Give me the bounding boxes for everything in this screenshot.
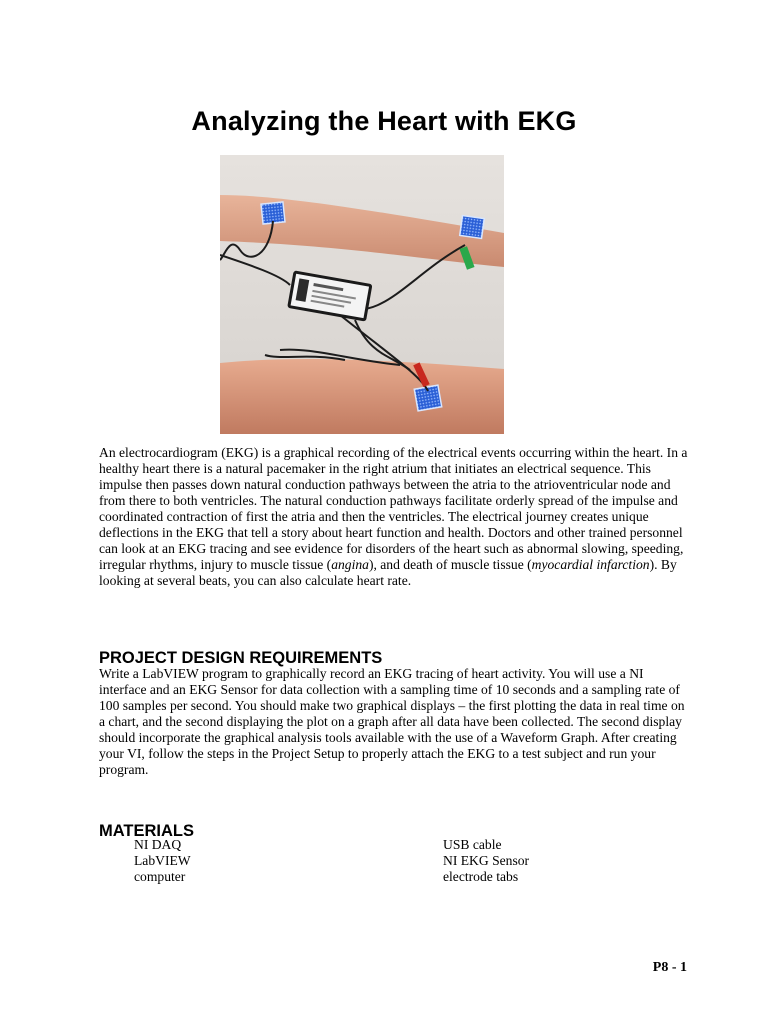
page-number: P8 - 1	[652, 960, 687, 975]
materials-heading: MATERIALS	[99, 821, 195, 840]
material-item: USB cable	[443, 837, 502, 852]
page-title: Analyzing the Heart with EKG	[191, 106, 577, 137]
intro-text-3: ). By looking at several beats, you can also calculate heart rate.	[99, 557, 677, 588]
term-myocardial-infarction: myocardial infarction	[531, 557, 650, 572]
intro-text-1: An electrocardiogram (EKG) is a graphical recording of the electrical events occurring within the heart. In a healthy heart there is a natural pacemaker in the right atrium that initiates an electrical sequence. This impulse then passes down natural conduction pathways between the atria to the atrioventricular node and from there to both ventricles. The natural conduction pathways facilitate orderly spread of the impulse and coordinated contraction of first the atria and then the ventricles. The electrical journey creates unique deflections in the EKG that tell a story about heart function and health. Doctors and other trained personnel can look at an EKG tracing and see evidence for disorders of the heart such as abnormal slowing, speeding, irregular rhythms, injury to muscle tissue (	[99, 445, 688, 572]
material-item: LabVIEW	[134, 853, 191, 868]
design-requirements-heading: PROJECT DESIGN REQUIREMENTS	[99, 648, 383, 667]
materials-list-right	[443, 837, 529, 885]
material-item: NI DAQ	[134, 837, 182, 852]
material-item: electrode tabs	[443, 869, 519, 884]
term-angina: angina	[331, 557, 369, 572]
materials-list-left	[134, 837, 191, 885]
ekg-electrodes-photo	[220, 155, 504, 434]
intro-paragraph	[99, 445, 689, 589]
material-item: NI EKG Sensor	[443, 853, 530, 868]
design-requirements-paragraph: Write a LabVIEW program to graphically record an EKG tracing of heart activity. You will use a NI interface and an EKG Sensor for data collection with a sampling time of 10 seconds and a sampling rate of 100 samples per second. You should make two graphical displays – the first plotting the data in real time on a chart, and the second displaying the plot on a graph after all data have been collected. The second display should incorporate the graphical analysis tools available with the use of a Waveform Graph. After creating your VI, follow the steps in the Project Setup to properly attach the EKG to a test subject and run your program.	[99, 666, 685, 777]
intro-text-2: ), and death of muscle tissue (	[368, 557, 532, 572]
material-item: computer	[134, 869, 186, 884]
